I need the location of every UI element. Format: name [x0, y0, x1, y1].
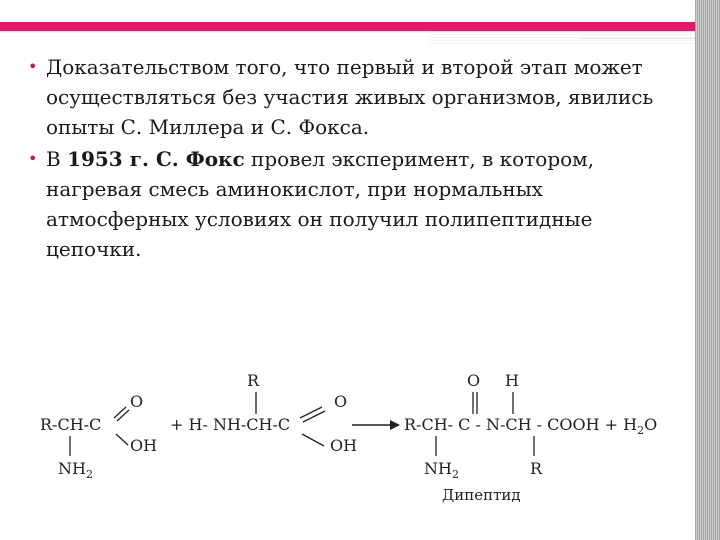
aa2-double-bond-2	[303, 411, 325, 422]
product-radical: R	[530, 459, 543, 478]
header-pink-stripe	[0, 22, 695, 31]
bullet-miller-fox	[22, 52, 682, 142]
product-amine: $NH_2$	[424, 459, 459, 481]
bullet-icon: •	[28, 149, 38, 168]
aa1-formula: R-CH-C	[40, 415, 102, 434]
aa1-oxygen: O	[130, 392, 144, 411]
bullet-text: Доказательством того, что первый и второй этап может осуществляться без участия живых организмов, явились опыты С. Миллера и С. Фокса.	[46, 55, 654, 139]
aa2-double-bond	[300, 407, 322, 418]
bullet-fox-experiment	[22, 144, 682, 264]
bullet-text-emphasis: 1953 г. С. Фокс	[67, 147, 245, 171]
product-oxygen: O	[467, 371, 481, 390]
reaction-scheme	[0, 360, 720, 540]
bullet-icon: •	[28, 57, 38, 76]
aa1-double-bond	[114, 407, 126, 418]
aa2-radical: R	[247, 371, 260, 390]
aa2-oxygen: O	[334, 392, 348, 411]
header-white-strip	[0, 0, 695, 22]
product-hydrogen: H	[505, 371, 519, 390]
aa2-hydroxyl: OH	[330, 436, 358, 455]
aa2-single-bond	[302, 434, 324, 446]
arrow-head-icon	[390, 420, 400, 430]
aa1-amine: $NH_2$	[58, 459, 93, 481]
aa1-single-bond	[116, 434, 128, 445]
aa1-hydroxyl: OH	[130, 436, 158, 455]
aa2-formula: + H- NH-CH-C	[170, 415, 291, 434]
header-decoration	[0, 0, 720, 46]
bullet-text-end: провел эксперимент, в котором, нагревая смесь аминокислот, при нормальных атмосферных условиях он получил полипептидные цепочки.	[46, 147, 595, 261]
product-formula: R-CH- C - N-CH - COOH + $H_2O$	[404, 415, 658, 437]
slide-body	[22, 52, 682, 264]
aa1-double-bond-2	[117, 410, 129, 421]
bullet-text-start: В	[46, 147, 68, 171]
product-caption: Дипептид	[442, 486, 521, 504]
